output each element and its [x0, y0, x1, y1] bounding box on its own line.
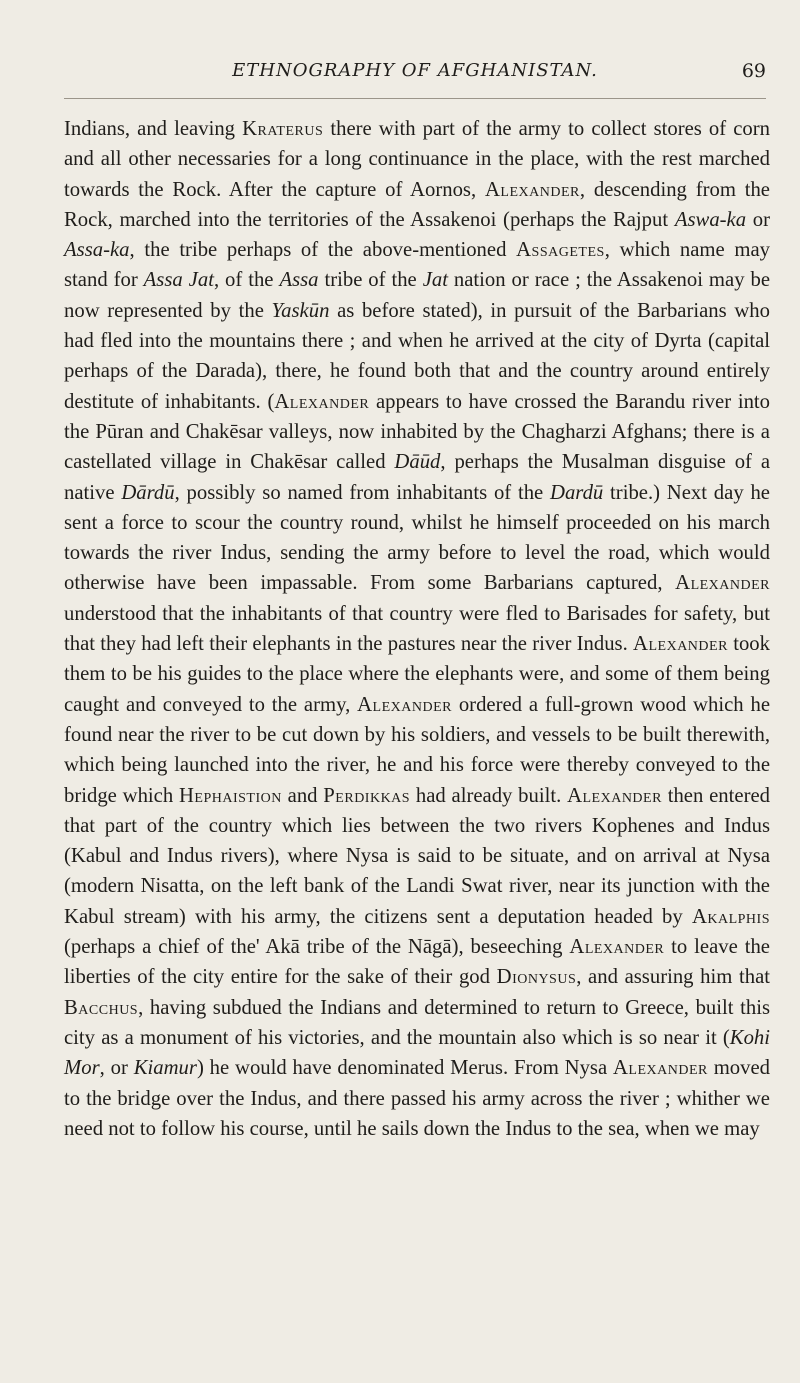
small-caps-name: Bacchus — [64, 996, 139, 1019]
text-run: appears to have crossed the Barandu river into the Pūran and Chakēsar valleys, now inhabited by the Chagharzi Afghans; there is a castellated village in Chakēsar called — [64, 390, 771, 474]
body-paragraph — [64, 114, 770, 1144]
text-run: tribe of the — [318, 269, 423, 292]
text-run: ) he would have denominated Merus. From Nysa — [196, 1057, 613, 1080]
text-run: and — [281, 784, 324, 807]
small-caps-name: Perdikkas — [323, 784, 411, 807]
italic-term: Assa-ka — [64, 239, 130, 262]
text-run: took them to be his guides to the place where the elephants were, and some of them being caught and conveyed to the army, — [64, 633, 770, 716]
text-run: understood that the inhabitants of that country were fled to Barisades for safety, but that they had left their elephants in the pastures near the river Indus. — [64, 602, 770, 656]
page-number: 69 — [741, 60, 766, 82]
text-run: had already built. — [410, 784, 568, 807]
running-title: ETHNOGRAPHY OF AFGHANISTAN. — [232, 60, 598, 81]
text-run: ordered a full-grown wood which he found near the river to be cut down by his soldiers, and vessels to be built therewith, which being launched into the river, he and his force were thereby conveyed to the bridge which — [64, 693, 770, 807]
text-run: or — [746, 208, 771, 231]
italic-term: Jat — [422, 269, 448, 292]
small-caps-name: Kraterus — [242, 118, 324, 140]
text-run: moved to the bridge over the Indus, and there passed his army across the river ; whither we need not to follow his course, until he sails down the Indus to the sea, when we may — [64, 1057, 770, 1140]
italic-term: Assa Jat — [143, 269, 214, 292]
header-rule — [64, 98, 766, 99]
italic-term: Kohi Mor — [64, 1026, 770, 1080]
text-run: nation or race ; the Assakenoi may be now represented by the — [64, 269, 771, 322]
text-run: (perhaps a chief of the' Akā tribe of the Nāgā), beseeching — [64, 936, 570, 959]
text-run: , possibly so named from inhabitants of the — [174, 481, 551, 504]
italic-term: Aswa-ka — [674, 208, 747, 231]
text-run: , perhaps the Musalman disguise of a native — [64, 451, 770, 504]
small-caps-name: Assagetes — [516, 239, 605, 262]
italic-term: Dāūd — [394, 451, 441, 474]
small-caps-name: Alexander — [274, 390, 370, 413]
italic-term: Assa — [279, 269, 319, 292]
italic-term: Dardū — [550, 481, 604, 504]
small-caps-name: Akalphis — [691, 905, 770, 928]
text-run: , the tribe perhaps of the above-mentioned — [129, 239, 517, 262]
text-run: Indians, and leaving — [64, 118, 243, 140]
small-caps-name: Dionysus — [496, 966, 577, 989]
italic-term: Yaskūn — [271, 299, 330, 322]
text-run: tribe.) Next day he sent a force to scour the country round, whilst he himself proceeded on his march towards the river Indus, sending the army before to level the road, which would otherwise have been impassable. From some Barbarians captured, — [64, 481, 770, 595]
small-caps-name: Alexander — [675, 572, 770, 595]
small-caps-name: Alexander — [612, 1057, 708, 1080]
text-run: , having subdued the Indians and determined to return to Greece, built this city as a monument of his victories, and the mountain also which is so near it ( — [64, 996, 770, 1049]
text-run: , of the — [213, 269, 280, 292]
text-run: , and assuring him that — [576, 966, 771, 989]
small-caps-name: Alexander — [633, 633, 728, 656]
text-run: , or — [99, 1057, 134, 1080]
small-caps-name: Alexander — [357, 693, 452, 716]
text-run: as before stated), in pursuit of the Barbarians who had fled into the mountains there ; and when he arrived at the city of Dyrta (capital perhaps of the Darada), there, he found both that and the country around entirely destitute of inhabitants. ( — [64, 299, 770, 413]
small-caps-name: Hephaistion — [178, 784, 282, 807]
italic-term: Kiamur — [133, 1057, 197, 1080]
text-run: , which name may stand for — [64, 239, 770, 292]
page-header — [64, 60, 766, 90]
small-caps-name: Alexander — [569, 936, 665, 959]
small-caps-name: Alexander — [484, 178, 580, 201]
small-caps-name: Alexander — [567, 784, 662, 807]
text-run: to leave the liberties of the city entire for the sake of their god — [64, 936, 770, 989]
text-run: then entered that part of the country which lies between the two rivers Kophenes and Indus (Kabul and Indus rivers), where Nysa is said to be situate, and on arrival at Nysa (modern Nisatta, on the left bank of the Landi Swat river, near its junction with the Kabul stream) with his army, the citizens sent a deputation headed by — [64, 784, 770, 928]
italic-term: Dārdū — [121, 481, 175, 504]
text-run: there with part of the army to collect stores of corn and all other necessaries for a long continuance in the place, with the rest marched towards the Rock. After the capture of Aornos, — [64, 118, 770, 201]
text-run: , descending from the Rock, marched into the territories of the Assakenoi (perhaps the Rajput — [64, 178, 770, 231]
